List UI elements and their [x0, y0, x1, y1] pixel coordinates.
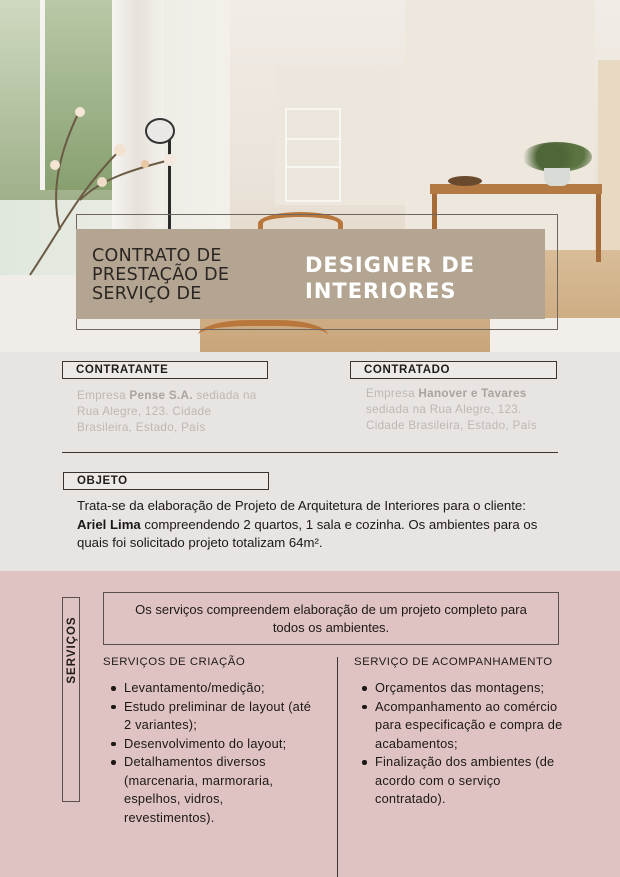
criacao-list [104, 679, 314, 827]
contratante-label: CONTRATANTE [62, 361, 268, 379]
contratante-text: Empresa Pense S.A. sediada na Rua Alegre, 123. Cidade Brasileira, Estado, País [77, 389, 257, 435]
services-intro: Os serviços compreendem elaboração de um projeto completo para todos os ambientes. [135, 602, 527, 635]
criacao-heading: SERVIÇOS DE CRIAÇÃO [103, 656, 246, 668]
objeto-text: Trata-se da elaboração de Projeto de Arquitetura de Interiores para o cliente: Ariel Lima compreendendo 2 quartos, 1 sala e cozinha. Os ambientes para os quais foi solicitado projeto totalizam 64m². [77, 498, 538, 550]
objeto-label: OBJETO [63, 472, 269, 490]
contratante-name: Pense S.A. [129, 389, 193, 402]
list-item: Acompanhamento ao comércio para especificação e compra de acabamentos; [355, 698, 565, 754]
list-item: Levantamento/medição; [104, 679, 314, 698]
title-left: CONTRATO DE PRESTAÇÃO DE SERVIÇO DE [92, 246, 230, 304]
divider [62, 452, 558, 453]
title-right: DESIGNER DE INTERIORES [305, 253, 476, 303]
client-name: Ariel Lima [77, 516, 141, 532]
list-item: Detalhamentos diversos (marcenaria, marmoraria, espelhos, vidros, revestimentos). [104, 753, 314, 827]
services-vertical-label: SERVIÇOS [66, 616, 78, 684]
acompanhamento-heading: SERVIÇO DE ACOMPANHAMENTO [354, 656, 553, 668]
list-item: Finalização dos ambientes (de acordo com o serviço contratado). [355, 753, 565, 809]
services-intro-box [103, 592, 559, 645]
acompanhamento-list [355, 679, 565, 809]
list-item: Orçamentos das montagens; [355, 679, 565, 698]
contratado-text: Empresa Hanover e Tavares sediada na Rua Alegre, 123. Cidade Brasileira, Estado, País [366, 387, 538, 433]
list-item: Desenvolvimento do layout; [104, 735, 314, 754]
contratado-label: CONTRATADO [350, 361, 557, 379]
list-item: Estudo preliminar de layout (até 2 variantes); [104, 698, 314, 735]
column-divider [337, 657, 338, 877]
contratado-name: Hanover e Tavares [418, 387, 527, 400]
